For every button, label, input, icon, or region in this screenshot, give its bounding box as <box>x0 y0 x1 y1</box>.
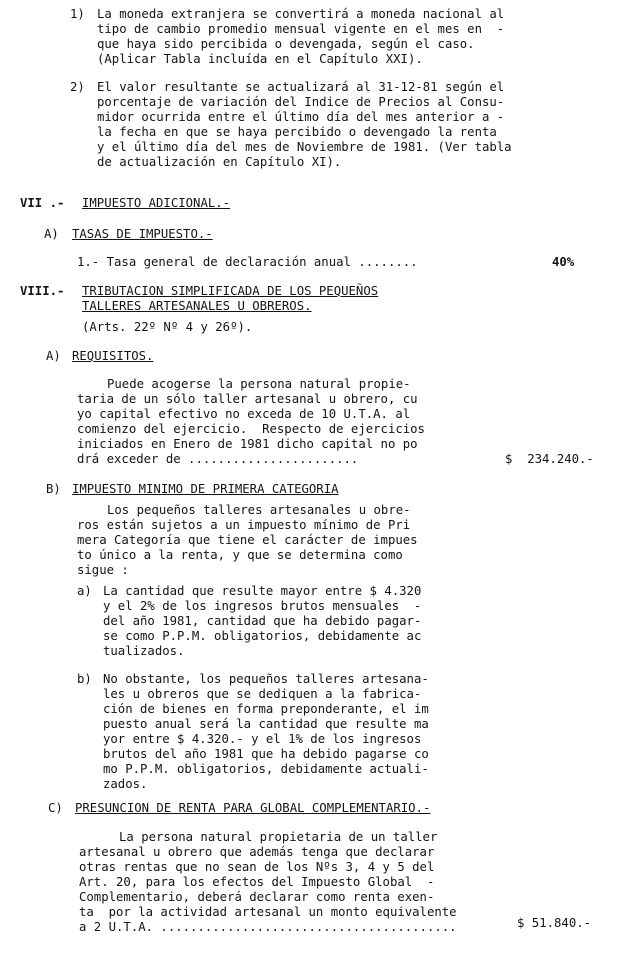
item-a-line: del año 1981, cantidad que ha debido pagar- <box>103 614 422 628</box>
note-1-line: La moneda extranjera se convertirá a moneda nacional al <box>97 7 505 21</box>
presuncion-line: Complementario, deberá declarar como renta exen- <box>79 890 435 904</box>
presuncion-line: Art. 20, para los efectos del Impuesto Global - <box>79 875 435 889</box>
item-b-line: puesto anual será la cantidad que resulte ma <box>103 717 429 731</box>
note-2-line: El valor resultante se actualizará al 31-12-81 según el <box>97 80 505 94</box>
item-a-line: La cantidad que resulte mayor entre $ 4.320 <box>103 584 422 598</box>
note-1-line: tipo de cambio promedio mensual vigente en el mes en - <box>97 22 505 36</box>
section-8-c-letter: C) <box>48 801 63 815</box>
note-1-line: que haya sido percibida o devengada, según el caso. <box>97 37 475 51</box>
item-a-line: se como P.P.M. obligatorios, debidamente ac <box>103 629 422 643</box>
section-8-c-title: PRESUNCION DE RENTA PARA GLOBAL COMPLEMENTARIO.- <box>75 801 431 815</box>
section-8-number: VIII.- <box>20 284 65 298</box>
presuncion-amount: $ 51.840.- <box>517 916 592 930</box>
note-2-marker: 2) <box>70 80 85 94</box>
section-8-a-letter: A) <box>46 349 61 363</box>
section-7-number: VII .- <box>20 196 65 210</box>
item-b-line: ción de bienes en forma preponderante, el im <box>103 702 429 716</box>
tax-rate-label: 1.- Tasa general de declaración anual ........ <box>77 255 418 269</box>
requisitos-line: iniciados en Enero de 1981 dicho capital no po <box>77 437 418 451</box>
section-8-a-title: REQUISITOS. <box>72 349 154 363</box>
note-2-line: y el último día del mes de Noviembre de 1981. (Ver tabla <box>97 140 512 154</box>
section-7-a-title: TASAS DE IMPUESTO.- <box>72 227 213 241</box>
presuncion-line: otras rentas que no sean de los Nºs 3, 4 y 5 del <box>79 860 435 874</box>
section-8-b-title: IMPUESTO MINIMO DE PRIMERA CATEGORIA <box>72 482 339 496</box>
presuncion-line: La persona natural propietaria de un taller <box>119 830 438 844</box>
requisitos-line: Puede acogerse la persona natural propie- <box>107 377 411 391</box>
impuesto-intro-line: mera Categoría que tiene el carácter de impues <box>77 533 418 547</box>
section-8-title: TALLERES ARTESANALES U OBREROS. <box>82 299 312 313</box>
presuncion-line: ta por la actividad artesanal un monto equivalente <box>79 905 457 919</box>
item-a-line: y el 2% de los ingresos brutos mensuales - <box>103 599 422 613</box>
impuesto-intro-line: to único a la renta, y que se determina como <box>77 548 403 562</box>
item-b-line: yor entre $ 4.320.- y el 1% de los ingresos <box>103 732 422 746</box>
presuncion-line: artesanal u obrero que además tenga que declarar <box>79 845 435 859</box>
tax-rate-value: 40% <box>552 255 575 269</box>
impuesto-intro-line: ros están sujetos a un impuesto mínimo de Pri <box>77 518 411 532</box>
item-b-line: No obstante, los pequeños talleres artesana- <box>103 672 429 686</box>
impuesto-intro-line: sigue : <box>77 563 129 577</box>
item-b-line: zados. <box>103 777 148 791</box>
requisitos-line: yo capital efectivo no exceda de 10 U.T.A. al <box>77 407 411 421</box>
note-1-marker: 1) <box>70 7 85 21</box>
requisitos-amount: $ 234.240.- <box>505 452 594 466</box>
section-8-title: TRIBUTACION SIMPLIFICADA DE LOS PEQUEÑOS <box>82 284 379 298</box>
note-2-line: porcentaje de variación del Indice de Precios al Consu- <box>97 95 505 109</box>
presuncion-line: a 2 U.T.A. ........................................ <box>79 920 457 934</box>
section-7-title: IMPUESTO ADICIONAL.- <box>82 196 231 210</box>
note-2-line: midor ocurrida entre el último día del mes anterior a - <box>97 110 505 124</box>
item-b-line: brutos del año 1981 que ha debido pagarse co <box>103 747 429 761</box>
note-2-line: la fecha en que se haya percibido o devengado la renta <box>97 125 497 139</box>
section-7-a-letter: A) <box>44 227 59 241</box>
requisitos-line: comienzo del ejercicio. Respecto de ejercicios <box>77 422 425 436</box>
section-8-reference: (Arts. 22º Nº 4 y 26º). <box>82 320 253 334</box>
section-8-b-letter: B) <box>46 482 61 496</box>
impuesto-intro-line: Los pequeños talleres artesanales u obre- <box>107 503 411 517</box>
note-2-line: de actualización en Capítulo XI). <box>97 155 342 169</box>
note-1-line: (Aplicar Tabla incluída en el Capítulo XXI). <box>97 52 423 66</box>
item-b-line: mo P.P.M. obligatorios, debidamente actuali- <box>103 762 429 776</box>
item-a-marker: a) <box>77 584 92 598</box>
requisitos-line: taria de un sólo taller artesanal u obrero, cu <box>77 392 418 406</box>
requisitos-line: drá exceder de ....................... <box>77 452 359 466</box>
item-b-line: les u obreros que se dediquen a la fabrica- <box>103 687 422 701</box>
item-a-line: tualizados. <box>103 644 185 658</box>
item-b-marker: b) <box>77 672 92 686</box>
